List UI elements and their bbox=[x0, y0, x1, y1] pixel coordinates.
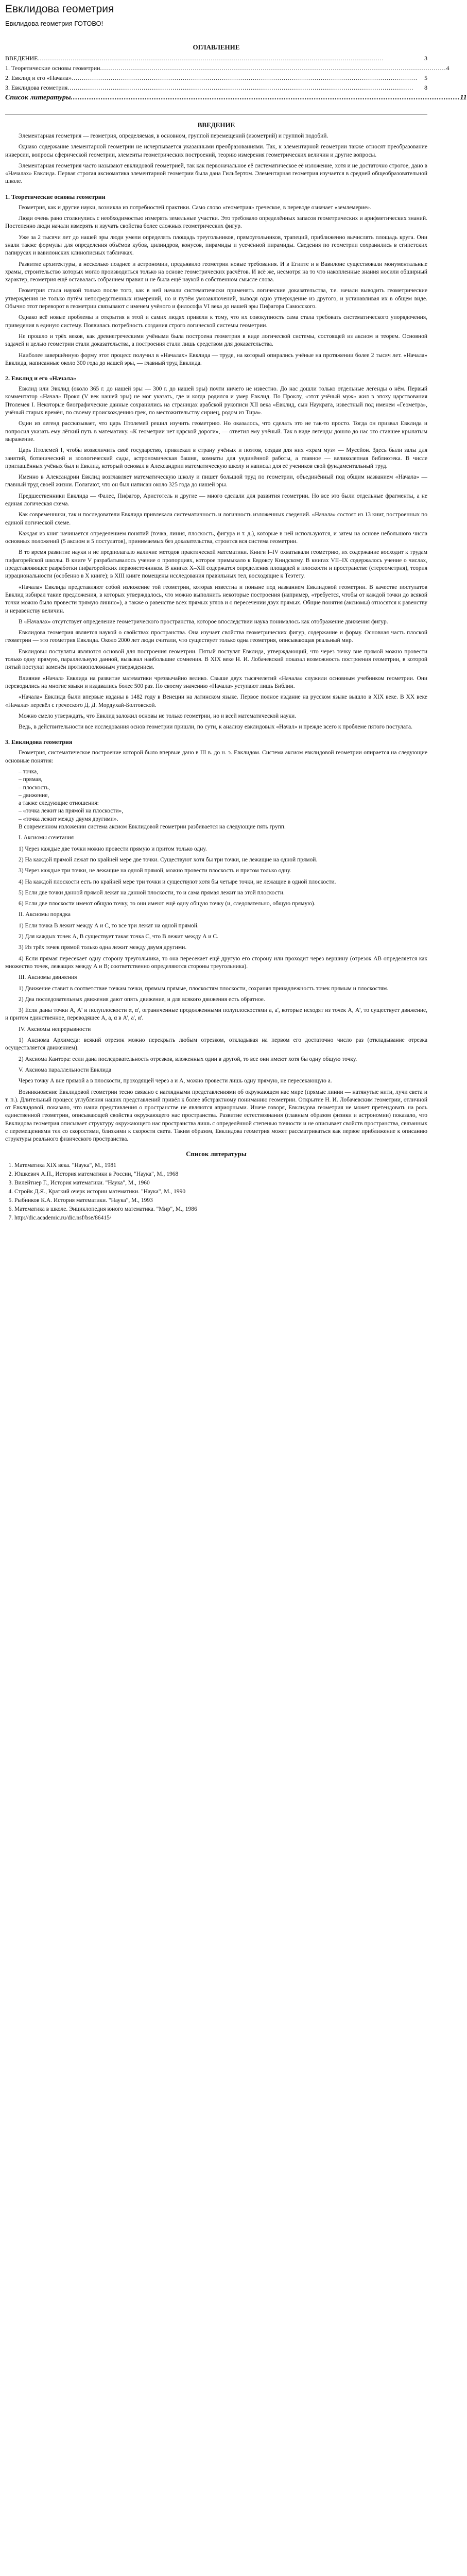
paragraph: Элементарная геометрия — геометрия, определяемая, в основном, группой перемещений (изометрий) и группой подобий. bbox=[19, 133, 328, 139]
paragraph: Евклид или Эвклид (около 365 г. до нашей эры — 300 г. до нашей эры) почти ничего не известно. До нас дошли только отдельные легенды о нём. Первый комментатор «Начал» Прокл (V век нашей эры) не мог указать, где и когда родился и умер Евклид. По Проклу, «этот учёный муж» жил в эпоху царствования Птолемея I. Некоторые биографические данные сохранились на страницах арабской рукописи XII века «Евклид, сын Наукрата, известный под именем «Геометра», учёный старых времён, по своему происхождению грек, по местожительству сириец, родом из Тира». bbox=[5, 386, 427, 416]
intro-heading: ВВЕДЕНИЕ bbox=[197, 121, 235, 129]
paragraph: Геометрия стала наукой только после того, как в ней начали систематически применять логические доказательства, т.е. начали выводить геометрические утверждения не только путём непосредственных измерений, но и путём умозаключений, выводя одно утверждение из другого, и устанавливая их в общем виде. Обычно этот переворот в геометрии связывают с именем учёного и философа VI века до нашей эры Пифагора Самосского. bbox=[5, 287, 427, 310]
paragraph: Возникновение Евклидовой геометрии тесно связано с наглядными представлениями об окружающем нас мире (прямые линии — натянутые нити, лучи света и т. п.). Длительный процесс углубления наших представлений привёл к более абстрактному пониманию геометрии. Открытие Н. И. Лобачевским геометрии, отличной от Евклидовой, показало, что наши представления о пространстве не являются априорными. Иначе говоря, Евклидова геометрия не может претендовать на роль единственной геометрии, описывающей свойства окружающего нас пространства. Развитие естествознания (главным образом физики и астрономии) показало, что Евклидова геометрия описывает структуру окружающего нас пространства лишь с определённой степенью точности и не описывает свойств пространства, связанных с перемещениями тел со скоростями, близкими к скорости света. Таким образом, Евклидова геометрия может рассматриваться как первое приближение к описанию структуры реального физического пространства. bbox=[5, 1089, 427, 1143]
paragraph: «Начала» Евклида представляют собой изложение той геометрии, которая известна и поныне под названием Евклидовой геометрии. В качестве постулатов Евклид избирал такие предложения, в которых утверждалось, что можно выполнить некоторые построения (например, «требуется, чтобы от каждой точки до всякой точки можно было провести прямую линию»), а также о равенстве всех прямых углов и о пересечении двух прямых. Общие понятия (аксиомы) относятся к равенству и неравенству величин. bbox=[5, 584, 427, 614]
paragraph: Однако всё новые проблемы и открытия в этой и самих людях привели к тому, что их совокупность сама стала требовать систематического упорядочения, приведения в единую систему. Появилась потребность создания строго логической системы геометрии. bbox=[5, 314, 427, 329]
reference-item: 2. Юшкевич А.П., История математики в России, "Наука", М., 1968 bbox=[14, 1170, 427, 1179]
toc-item[interactable]: 2. Евклид и его «Начала» ........................................................................................................................................................................ 5 bbox=[5, 74, 427, 81]
paragraph: 2) Для каждых точек А, В существует такая точка С, что В лежит между А и С. bbox=[19, 934, 218, 940]
reference-item: 4. Стройк Д.Я., Краткий очерк истории математики. "Наука", М., 1990 bbox=[14, 1188, 427, 1196]
paragraph: Однако содержание элементарной геометрии не исчерпывается указанными преобразованиями. Так, к элементарной геометрии также относят преобразование инверсии, вопросы сферической геометрии, элементы геометрических построений, теорию измерения геометрических величин и другие вопросы. bbox=[5, 144, 427, 158]
intro-body bbox=[5, 132, 427, 186]
section3-intro bbox=[5, 749, 427, 765]
reference-item: 7. http://dic.academic.ru/dic.nsf/bse/86415/ bbox=[14, 1214, 427, 1223]
document-title: Евклидова геометрия bbox=[5, 3, 114, 15]
paragraph: Влияние «Начал» Евклида на развитие математики чрезвычайно велико. Свыше двух тысячелетий «Начала» служили основным учебником геометрии. Они переводились на многие языки и издавались более 500 раз. По своему значению «Начала» уступают лишь Библии. bbox=[5, 675, 427, 689]
references-list bbox=[5, 1161, 427, 1223]
paragraph: Предшественники Евклида — Фалес, Пифагор, Аристотель и другие — много сделали для развития геометрии. Но все это были отдельные фрагменты, а не единая логическая схема. bbox=[5, 493, 427, 507]
toc-item[interactable]: ВВЕДЕНИЕ ........................................................................................................................................................................ 3 bbox=[5, 55, 427, 62]
paragraph: 4) На каждой плоскости есть по крайней мере три точки и существуют хотя бы четыре точки, не лежащие в одной плоскости. bbox=[19, 878, 336, 885]
paragraph: Можно смело утверждать, что Евклид заложил основы не только геометрии, но и всей математической науки. bbox=[19, 713, 297, 719]
paragraph: Люди очень рано столкнулись с необходимостью измерять земельные участки. Это требовало определённых запасов геометрических и арифметических знаний. Постепенно люди начали измерять и изучать свойства более сложных геометрических фигур. bbox=[5, 215, 427, 230]
paragraph: 6) Если две плоскости имеют общую точку, то они имеют ещё одну общую точку (и, следовательно, общую прямую). bbox=[19, 901, 316, 907]
paragraph: 2) На каждой прямой лежат по крайней мере две точки. Существуют хотя бы три точки, не лежащие на одной прямой. bbox=[19, 856, 318, 863]
references-heading: Список литературы bbox=[186, 1149, 247, 1158]
section3-body bbox=[5, 823, 427, 1144]
paragraph: III. Аксиомы движения bbox=[19, 974, 77, 981]
paragraph: I. Аксиомы сочетания bbox=[19, 835, 74, 841]
paragraph: 4) Если прямая пересекает одну сторону треугольника, то она пересекает ещё другую его сторону или проходит через вершину (отрезок АВ определяется как множество точек, лежащих между А и В; соответственно определяются стороны треугольника). bbox=[5, 955, 427, 970]
toc-item[interactable]: 3. Евклидова геометрия ........................................................................................................................................................................ 8 bbox=[5, 84, 427, 91]
paragraph: Царь Птолемей I, чтобы возвеличить своё государство, привлекал в страну учёных и поэтов, создав для них «храм муз» — Мусейон. Здесь были залы для занятий, ботанический и зоологический сады, астрономическая башня, комнаты для уединённой работы, а главное — великолепная библиотека. В числе приглашённых учёных был и Евклид, который основал в Александрии математическую школу и написал для её учеников свой фундаментальный труд. bbox=[5, 447, 427, 469]
paragraph: Ведь, в действительности все исследования основ геометрии пришли, по сути, к анализу евклидовых «Начал» и прежде всего к проблеме пятого постулата. bbox=[19, 724, 412, 731]
reference-item: 6. Математика в школе. Энциклопедия юного математика. "Мир", М., 1986 bbox=[14, 1205, 427, 1214]
list-item: – движение, bbox=[19, 792, 49, 799]
paragraph: V. Аксиома параллельности Евклида bbox=[19, 1066, 112, 1073]
list-item: – «точка лежит между двумя другими». bbox=[19, 816, 118, 822]
concepts-list bbox=[5, 768, 427, 823]
table-of-contents bbox=[5, 55, 467, 102]
paragraph: 3) Из трёх точек прямой только одна лежит между двумя другими. bbox=[19, 944, 187, 951]
list-item: а также следующие отношения: bbox=[19, 800, 99, 807]
paragraph: «Начала» Евклида были впервые изданы в 1482 году в Венеции на латинском языке. Первое полное издание на русском языке вышло в XIX веке. В XX веке «Начала» перевёл с греческого Д. Д. Мордухай-Болтовской. bbox=[5, 694, 427, 708]
paragraph: Один из легенд рассказывает, что царь Птолемей решил изучить геометрию. Но оказалось, что сделать это не так-то просто. Тогда он призвал Евклида и попросил указать ему лёгкий путь в математику. «К геометрии нет царской дороги», — ответил ему учёный. Так в виде легенды дошло до нас это ставшее крылатым выражение. bbox=[5, 420, 427, 443]
section2-body bbox=[5, 385, 427, 731]
paragraph: 1) Через каждые две точки можно провести прямую и притом только одну. bbox=[19, 845, 207, 852]
section2-heading: 2. Евклид и его «Начала» bbox=[5, 375, 76, 382]
paragraph: 1) Аксиома Архимеда: всякий отрезок можно перекрыть любым отрезком, откладывая на первом его достаточно число раз (откладывание отрезка осуществляется движением). bbox=[5, 1037, 427, 1052]
paragraph: Именно в Александрии Евклид возглавляет математическую школу и пишет большой труд по геометрии, объединённый под общим названием «Начала» — главный труд своей жизни. Полагают, что он был написан около 325 года до нашей эры. bbox=[5, 474, 427, 488]
paragraph: В то время развитие науки и не предполагало наличие методов практической математики. Книги I–IV охватывали геометрию, их содержание восходит к трудам пифагорейской школы. В книге V разрабатывалось учение о пропорциях, которое примыкало к Евдоксу Книдскому. В книгах VII–IX содержалось учение о числах, представляющее разработки пифагорейских первоисточников. В книгах X–XII содержатся определения площадей в плоскости и пространстве (стереометрия), теория иррациональности (особенно в X книге); в XIII книге помещены исследования правильных тел, восходящие к Теэтету. bbox=[5, 549, 427, 580]
paragraph: Геометрия, как и другие науки, возникла из потребностей практики. Само слово «геометрия» греческое, в переводе означает «землемерие». bbox=[19, 204, 372, 211]
paragraph: Наиболее завершённую форму этот процесс получил в «Началах» Евклида — труде, на который опирались учёные на протяжении более 2 тысяч лет. «Начала» Евклида, написанные около 300 года до нашей эры, — главный труд Евклида. bbox=[5, 352, 427, 366]
list-item: – точка, bbox=[19, 769, 39, 775]
paragraph: IV. Аксиомы непрерывности bbox=[19, 1026, 91, 1032]
paragraph: II. Аксиомы порядка bbox=[19, 911, 71, 918]
document-page bbox=[5, 37, 467, 1223]
paragraph: Элементарная геометрия часто называют евклидовой геометрией, так как первоначальное её систематическое её изложение, хотя и не достаточно строгое, дано в «Началах» Евклида. Первая строгая аксиоматика элементарной геометрии была дана Гильбертом. Элементарная геометрия изучается в средней общеобразовательной школе. bbox=[5, 162, 427, 185]
reference-item: 1. Математика XIX века. "Наука", М., 1981 bbox=[14, 1161, 427, 1170]
document-header bbox=[0, 0, 436, 37]
paragraph: Евклидовы постулаты являются основой для построения геометрии. Пятый постулат Евклида, утверждающий, что через точку вне прямой можно провести только одну прямую, параллельную данной, вызывал наибольшие сомнения. В XIX веке Н. И. Лобачевский показал возможность построения геометрии, в которой пятый постулат заменён противоположным утверждением. bbox=[5, 648, 427, 671]
paragraph: 3) Через каждые три точки, не лежащие на одной прямой, можно провести плоскость и притом только одну. bbox=[19, 868, 291, 874]
paragraph: 5) Если две точки данной прямой лежат на данной плоскости, то и сама прямая лежит на этой плоскости. bbox=[19, 889, 285, 896]
toc-heading: ОГЛАВЛЕНИЕ bbox=[193, 43, 240, 51]
list-item: – «точка лежит на прямой на плоскости», bbox=[19, 808, 124, 815]
paragraph: Не прошло и трёх веков, как древнегреческими учёными была построена геометрия в виде логической системы, состоящей из аксиом и теорем. Основной задачей и целью геометрии стали доказательства, а построения стали лишь средством для доказательства. bbox=[5, 333, 427, 348]
section3-heading: 3. Евклидова геометрия bbox=[5, 738, 73, 746]
toc-item[interactable]: 1. Теоретические основы геометрии ........................................................................................................................................................................ 4 bbox=[5, 64, 449, 72]
paragraph: Уже за 2 тысячи лет до нашей эры люди умели определять площадь треугольников, прямоугольников, трапеций, приближенно вычислять площадь круга. Они знали также формулы для определения объёмов кубов, цилиндров, конусов, пирамиды и усечённой пирамиды. Сведения по геометрии сохранились в египетских папирусах и вавилонских клинописных табличках. bbox=[5, 234, 427, 257]
reference-item: 5. Рыбников К.А. История математики. "Наука", М., 1993 bbox=[14, 1196, 427, 1205]
paragraph: 2) Два последовательных движения дают опять движение, и для всякого движения есть обратное. bbox=[19, 996, 265, 1003]
section1-body bbox=[5, 204, 427, 367]
paragraph: В «Началах» отсутствует определение геометрического пространства, которое впоследствии наука понималось как отображение движения фигур. bbox=[19, 618, 388, 625]
paragraph: Через точку А вне прямой а в плоскости, проходящей через а и А, можно провести лишь одну прямую, не пересекающую а. bbox=[19, 1078, 332, 1084]
paragraph: 1) Движение ставит в соответствие точкам точки, прямым прямые, плоскостям плоскости, сохраняя принадлежность точек прямым и плоскостям. bbox=[19, 985, 389, 992]
list-item: – прямая, bbox=[19, 776, 43, 783]
paragraph: В современном изложении система аксиом Евклидовой геометрии разбивается на следующие пять групп. bbox=[19, 824, 286, 831]
paragraph: 1) Если точка В лежит между А и С, то все три лежат на одной прямой. bbox=[19, 922, 199, 929]
paragraph: 2) Аксиома Кантора: если дана последовательность отрезков, вложенных один в другой, то все они имеют хотя бы одну общую точку. bbox=[19, 1056, 357, 1062]
paragraph: Развитие архитектуры, а несколько позднее и астрономии, предъявило геометрии новые требования. И в Египте и в Вавилоне существовали монументальные храмы, строительство которых могло производиться только на основе геометрических расчётов. И всё же, несмотря на то что накопленные знания носили обширный характер, геометрия ещё оставалась собранием правил и не была ещё наукой в собственном смысле слова. bbox=[5, 261, 427, 283]
paragraph: Геометрия, систематическое построение которой было впервые дано в III в. до н. э. Евклидом. Система аксиом евклидовой геометрии опирается на следующие основные понятия: bbox=[5, 750, 427, 764]
section1-heading: 1. Теоретические основы геометрии bbox=[5, 193, 106, 200]
divider bbox=[5, 114, 427, 115]
paragraph: Евклидова геометрия является наукой о свойствах пространства. Она изучает свойства геометрических фигур, содержание и форму. Основная часть плоской геометрии — это геометрия Евклида. Около 2000 лет люди считали, что существует только одна геометрия, описывающая реальный мир. bbox=[5, 630, 427, 644]
paragraph: Как современники, так и последователи Евклида привлекала систематичность и логичность изложенных сведений. «Начала» состоят из 13 книг, построенных по единой логической схеме. bbox=[5, 512, 427, 526]
reference-item: 3. Вилейтнер Г., История математики. "Наука", М., 1960 bbox=[14, 1179, 427, 1188]
list-item: – плоскость, bbox=[19, 784, 50, 791]
paragraph: 3) Если даны точки А, А' и полуплоскости α, α', ограниченные продолженными полуплоскостями а, а', которые исходят из точек А, А', то существует движение, и притом единственное, переводящее А, а, α в А', а', α'. bbox=[5, 1007, 427, 1022]
paragraph: Каждая из книг начинается определением понятий (точка, линия, плоскость, фигура и т. д.), которые в ней используются, и затем на основе небольшого числа основных положений (5 аксиом и 5 постулатов), принимаемых без доказательства, строится вся система геометрии. bbox=[5, 530, 427, 545]
toc-item[interactable]: Список литературы ........................................................................................................................................................................ 11 bbox=[5, 94, 467, 101]
document-subtitle: Евклидова геометрия ГОТОВО! bbox=[5, 20, 103, 27]
